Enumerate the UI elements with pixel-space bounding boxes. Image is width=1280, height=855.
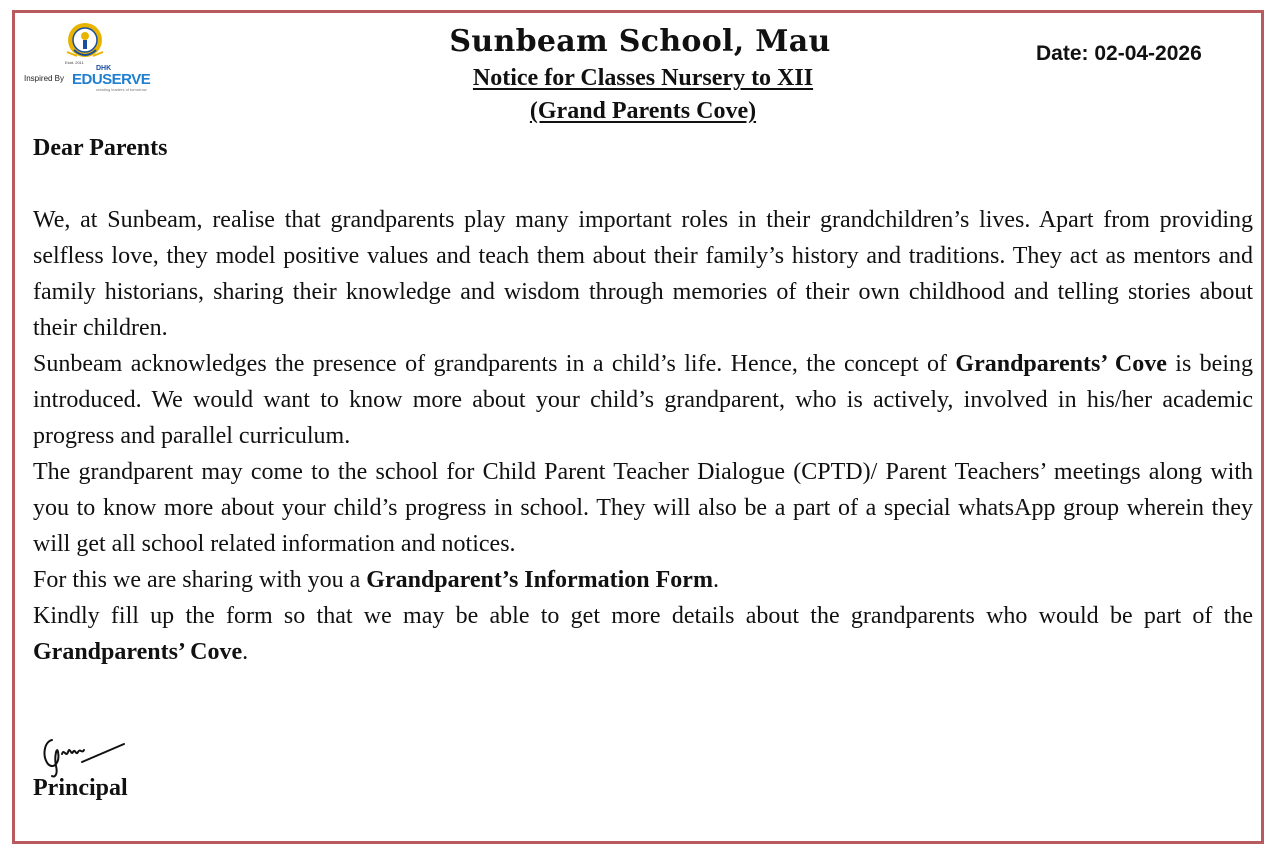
salutation: Dear Parents xyxy=(33,135,168,161)
paragraph-form-text-end: . xyxy=(712,567,719,593)
notice-title: Notice for Classes Nursery to XII xyxy=(472,65,814,91)
paragraph-request xyxy=(33,598,1253,670)
logo-inspired-text: Inspired By xyxy=(24,74,65,83)
paragraph-form xyxy=(33,562,1253,598)
paragraph-request-bold: Grandparents’ Cove xyxy=(33,639,243,665)
paragraph-form-bold: Grandparent’s Information Form xyxy=(366,567,713,593)
logo-tagline: creating leaders of tomorrow xyxy=(96,87,147,92)
logo-estd-text: Estd. 2011 xyxy=(65,60,84,65)
logo-brand-text: EDUSERVE xyxy=(72,71,151,88)
logo-dhk-text: DHK xyxy=(96,65,112,72)
paragraph-form-text: For this we are sharing with you a xyxy=(33,567,367,593)
notice-subtitle: (Grand Parents Cove) xyxy=(529,98,757,124)
paragraph-concept-text-end: is being introduced. We would want to know more about your child’s grandparent, who is actively, involved in his/her academic progress and parallel curriculum. xyxy=(33,351,1254,449)
paragraph-intro: We, at Sunbeam, realise that grandparents play many important roles in their grandchildren’s lives. Apart from providing selfless love, they model positive values and teach them about their family’s history and traditions. They act as mentors and family historians, sharing their knowledge and wisdom through memories of their own childhood and telling stories about their children. xyxy=(33,207,1253,341)
paragraph-concept xyxy=(33,346,1253,454)
paragraph-request-text-end: . xyxy=(242,639,249,665)
signatory-title: Principal xyxy=(33,775,128,801)
paragraph-concept-text: Sunbeam acknowledges the presence of grandparents in a child’s life. Hence, the concept of xyxy=(33,351,956,377)
letter-body xyxy=(33,202,1253,670)
paragraph-request-text: Kindly fill up the form so that we may be able to get more details about the grandparents who would be part of the xyxy=(33,603,1253,629)
school-name: Sunbeam School, Mau xyxy=(449,24,831,59)
paragraph-meetings: The grandparent may come to the school for Child Parent Teacher Dialogue (CPTD)/ Parent Teachers’ meetings along with you to know more about your child’s progress in school. They will also be a part of a special whatsApp group wherein they will get all school related information and notices. xyxy=(33,459,1253,557)
paragraph-concept-bold: Grandparents’ Cove xyxy=(955,351,1167,377)
notice-date: Date: 02-04-2026 xyxy=(1036,42,1202,65)
